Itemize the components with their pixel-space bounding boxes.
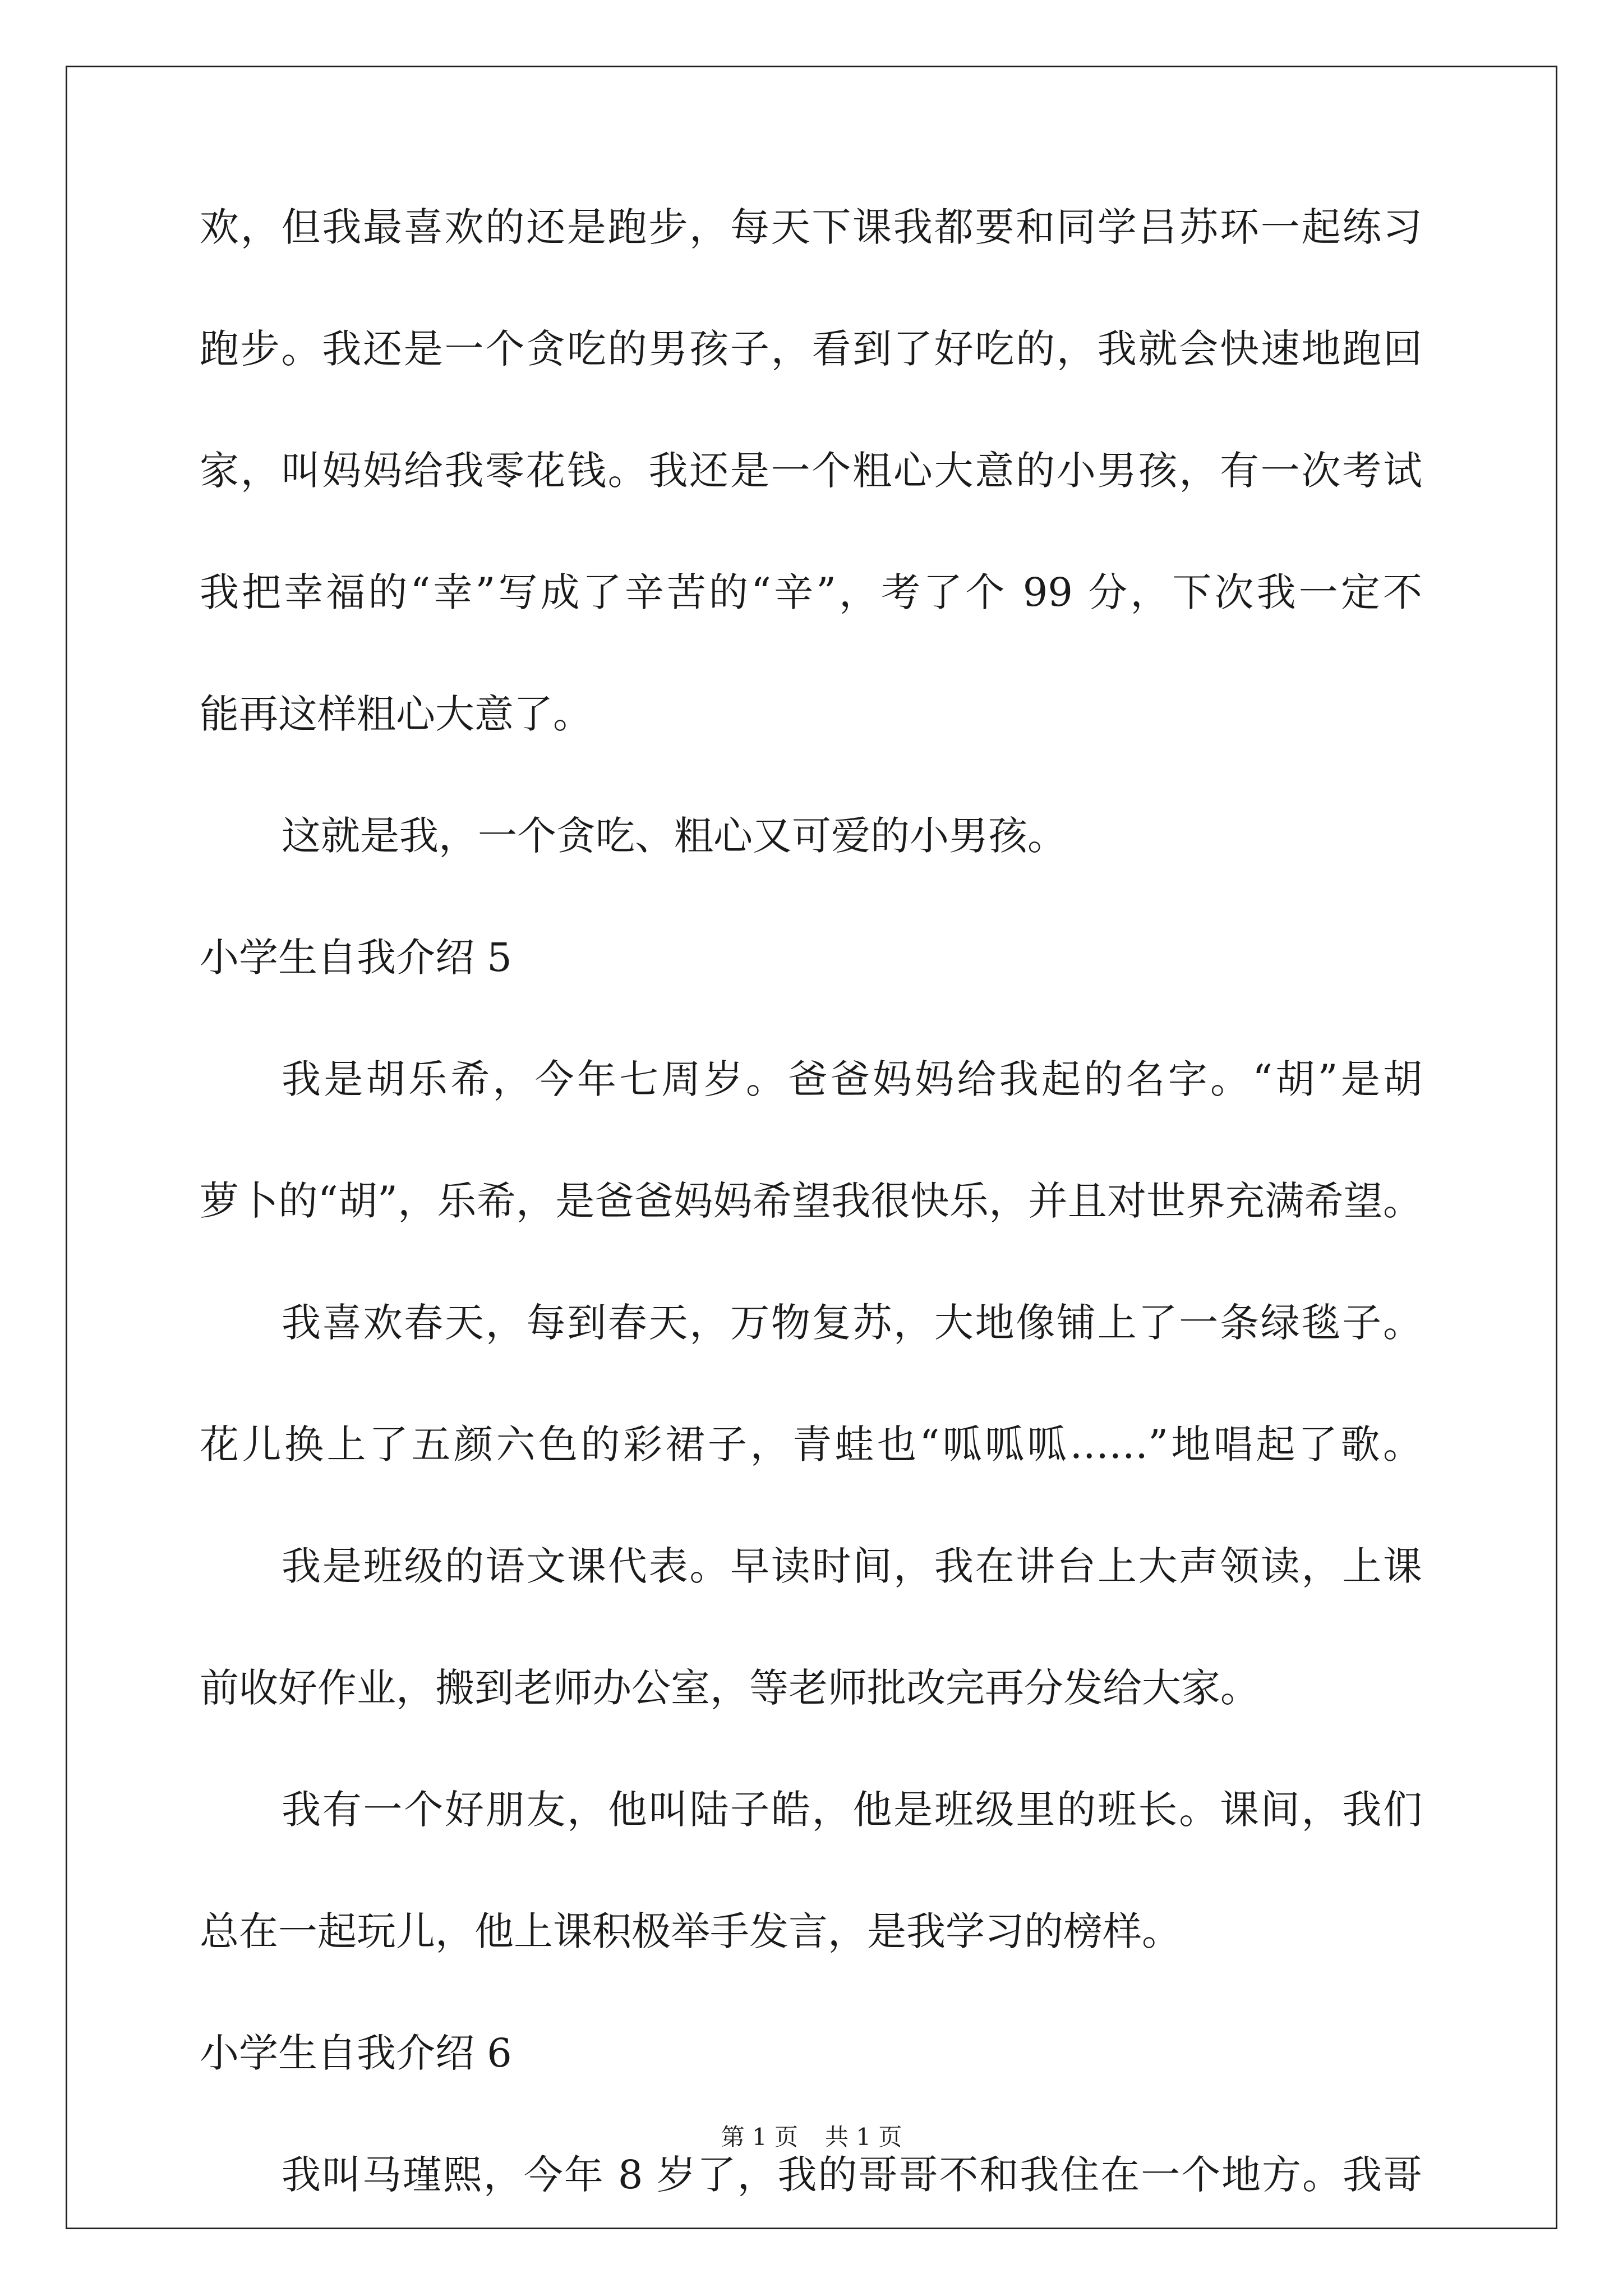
- paragraph-start: 这就是我，一个贪吃、粗心又可爱的小男孩。: [282, 813, 1067, 859]
- page-number: 第 1 页: [721, 2123, 798, 2151]
- text-line: 萝卜的“胡”，乐希，是爸爸妈妈希望我很快乐，并且对世界充满希望。: [200, 1178, 1422, 1224]
- text-line: 我把幸福的“幸”写成了辛苦的“辛”，考了个 99 分，下次我一定不: [200, 569, 1422, 615]
- page-footer: [0, 2120, 1623, 2154]
- text-line: 能再这样粗心大意了。: [200, 691, 592, 737]
- text-line: 欢，但我最喜欢的还是跑步，每天下课我都要和同学吕苏环一起练习: [200, 204, 1422, 250]
- text-line: 家，叫妈妈给我零花钱。我还是一个粗心大意的小男孩，有一次考试: [200, 448, 1422, 494]
- section-heading: 小学生自我介绍 6: [200, 2030, 512, 2076]
- section-heading: 小学生自我介绍 5: [200, 935, 512, 981]
- page-border: [66, 66, 1557, 2229]
- page-total: 共 1 页: [825, 2123, 902, 2151]
- paragraph-start: 我是胡乐希，今年七周岁。爸爸妈妈给我起的名字。“胡”是胡: [282, 1056, 1422, 1102]
- text-line: 跑步。我还是一个贪吃的男孩子，看到了好吃的，我就会快速地跑回: [200, 326, 1422, 372]
- paragraph-start: 我喜欢春天，每到春天，万物复苏，大地像铺上了一条绿毯子。: [282, 1300, 1422, 1346]
- paragraph-start: 我叫马瑾熙，今年 8 岁了，我的哥哥不和我住在一个地方。我哥: [282, 2152, 1422, 2198]
- paragraph-start: 我有一个好朋友，他叫陆子皓，他是班级里的班长。课间，我们: [282, 1787, 1422, 1833]
- paragraph-start: 我是班级的语文课代表。早读时间，我在讲台上大声领读，上课: [282, 1543, 1422, 1589]
- text-line: 总在一起玩儿，他上课积极举手发言，是我学习的榜样。: [200, 1908, 1181, 1954]
- text-line: 花儿换上了五颜六色的彩裙子，青蛙也“呱呱呱……”地唱起了歌。: [200, 1421, 1422, 1467]
- text-line: 前收好作业，搬到老师办公室，等老师批改完再分发给大家。: [200, 1665, 1260, 1711]
